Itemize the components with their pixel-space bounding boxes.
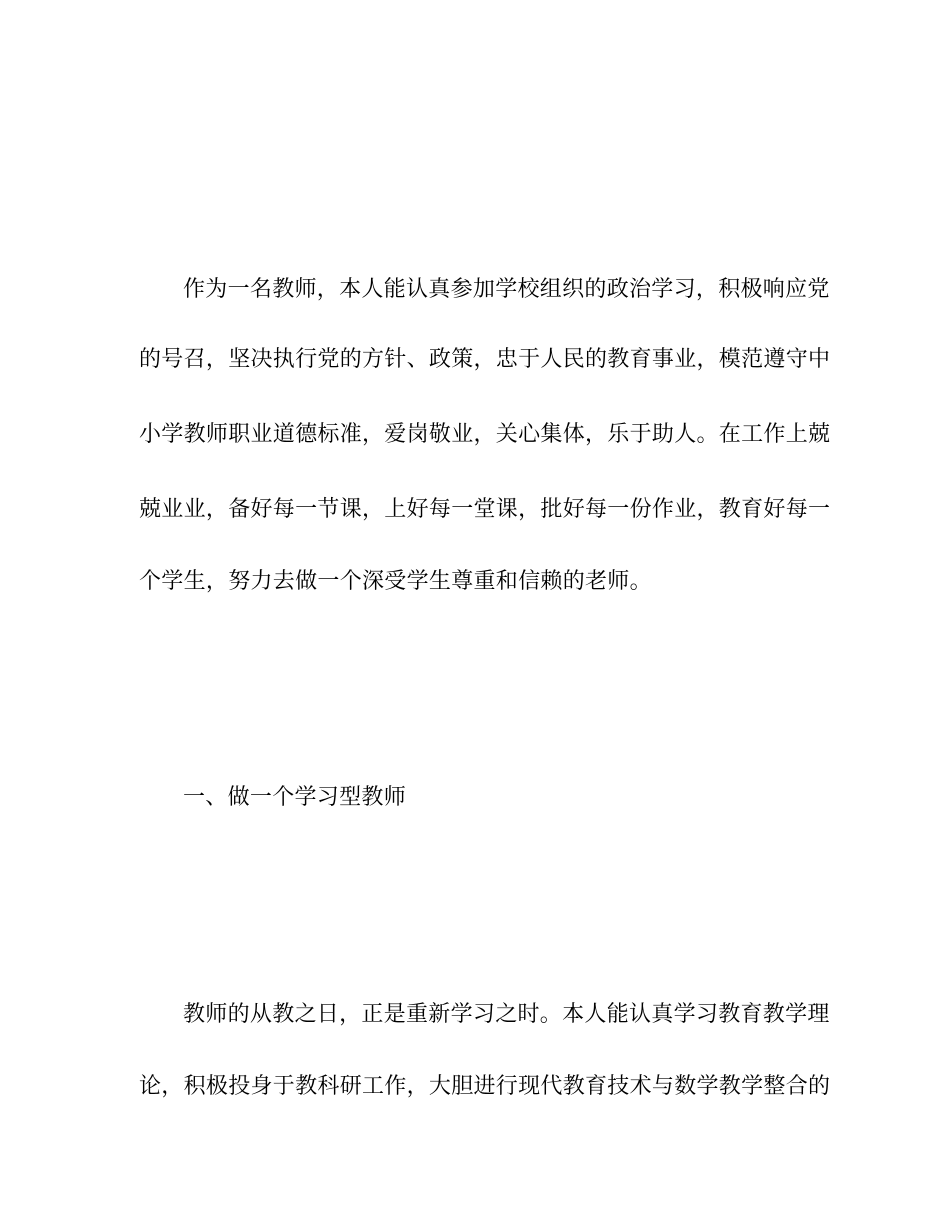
paragraph-2-line-1: 教师的从教之日，正是重新学习之时。本人能认真学习教育教学理 xyxy=(183,1002,830,1027)
paragraph-1-line-4: 兢业业，备好每一节课，上好每一堂课，批好每一份作业，教育好每一 xyxy=(139,497,831,522)
paragraph-2-line-2: 论，积极投身于教科研工作，大胆进行现代教育技术与数学教学整合的 xyxy=(139,1074,831,1099)
paragraph-1-line-5: 个学生，努力去做一个深受学生尊重和信赖的老师。 xyxy=(139,569,652,594)
section-heading: 一、做一个学习型教师 xyxy=(183,785,407,810)
paragraph-1-line-2: 的号召，坚决执行党的方针、政策，忠于人民的教育事业，模范遵守中 xyxy=(139,347,831,372)
paragraph-1-line-1: 作为一名教师，本人能认真参加学校组织的政治学习，积极响应党 xyxy=(183,277,830,302)
paragraph-1-line-3: 小学教师职业道德标准，爱岗敬业，关心集体，乐于助人。在工作上兢 xyxy=(139,422,831,447)
